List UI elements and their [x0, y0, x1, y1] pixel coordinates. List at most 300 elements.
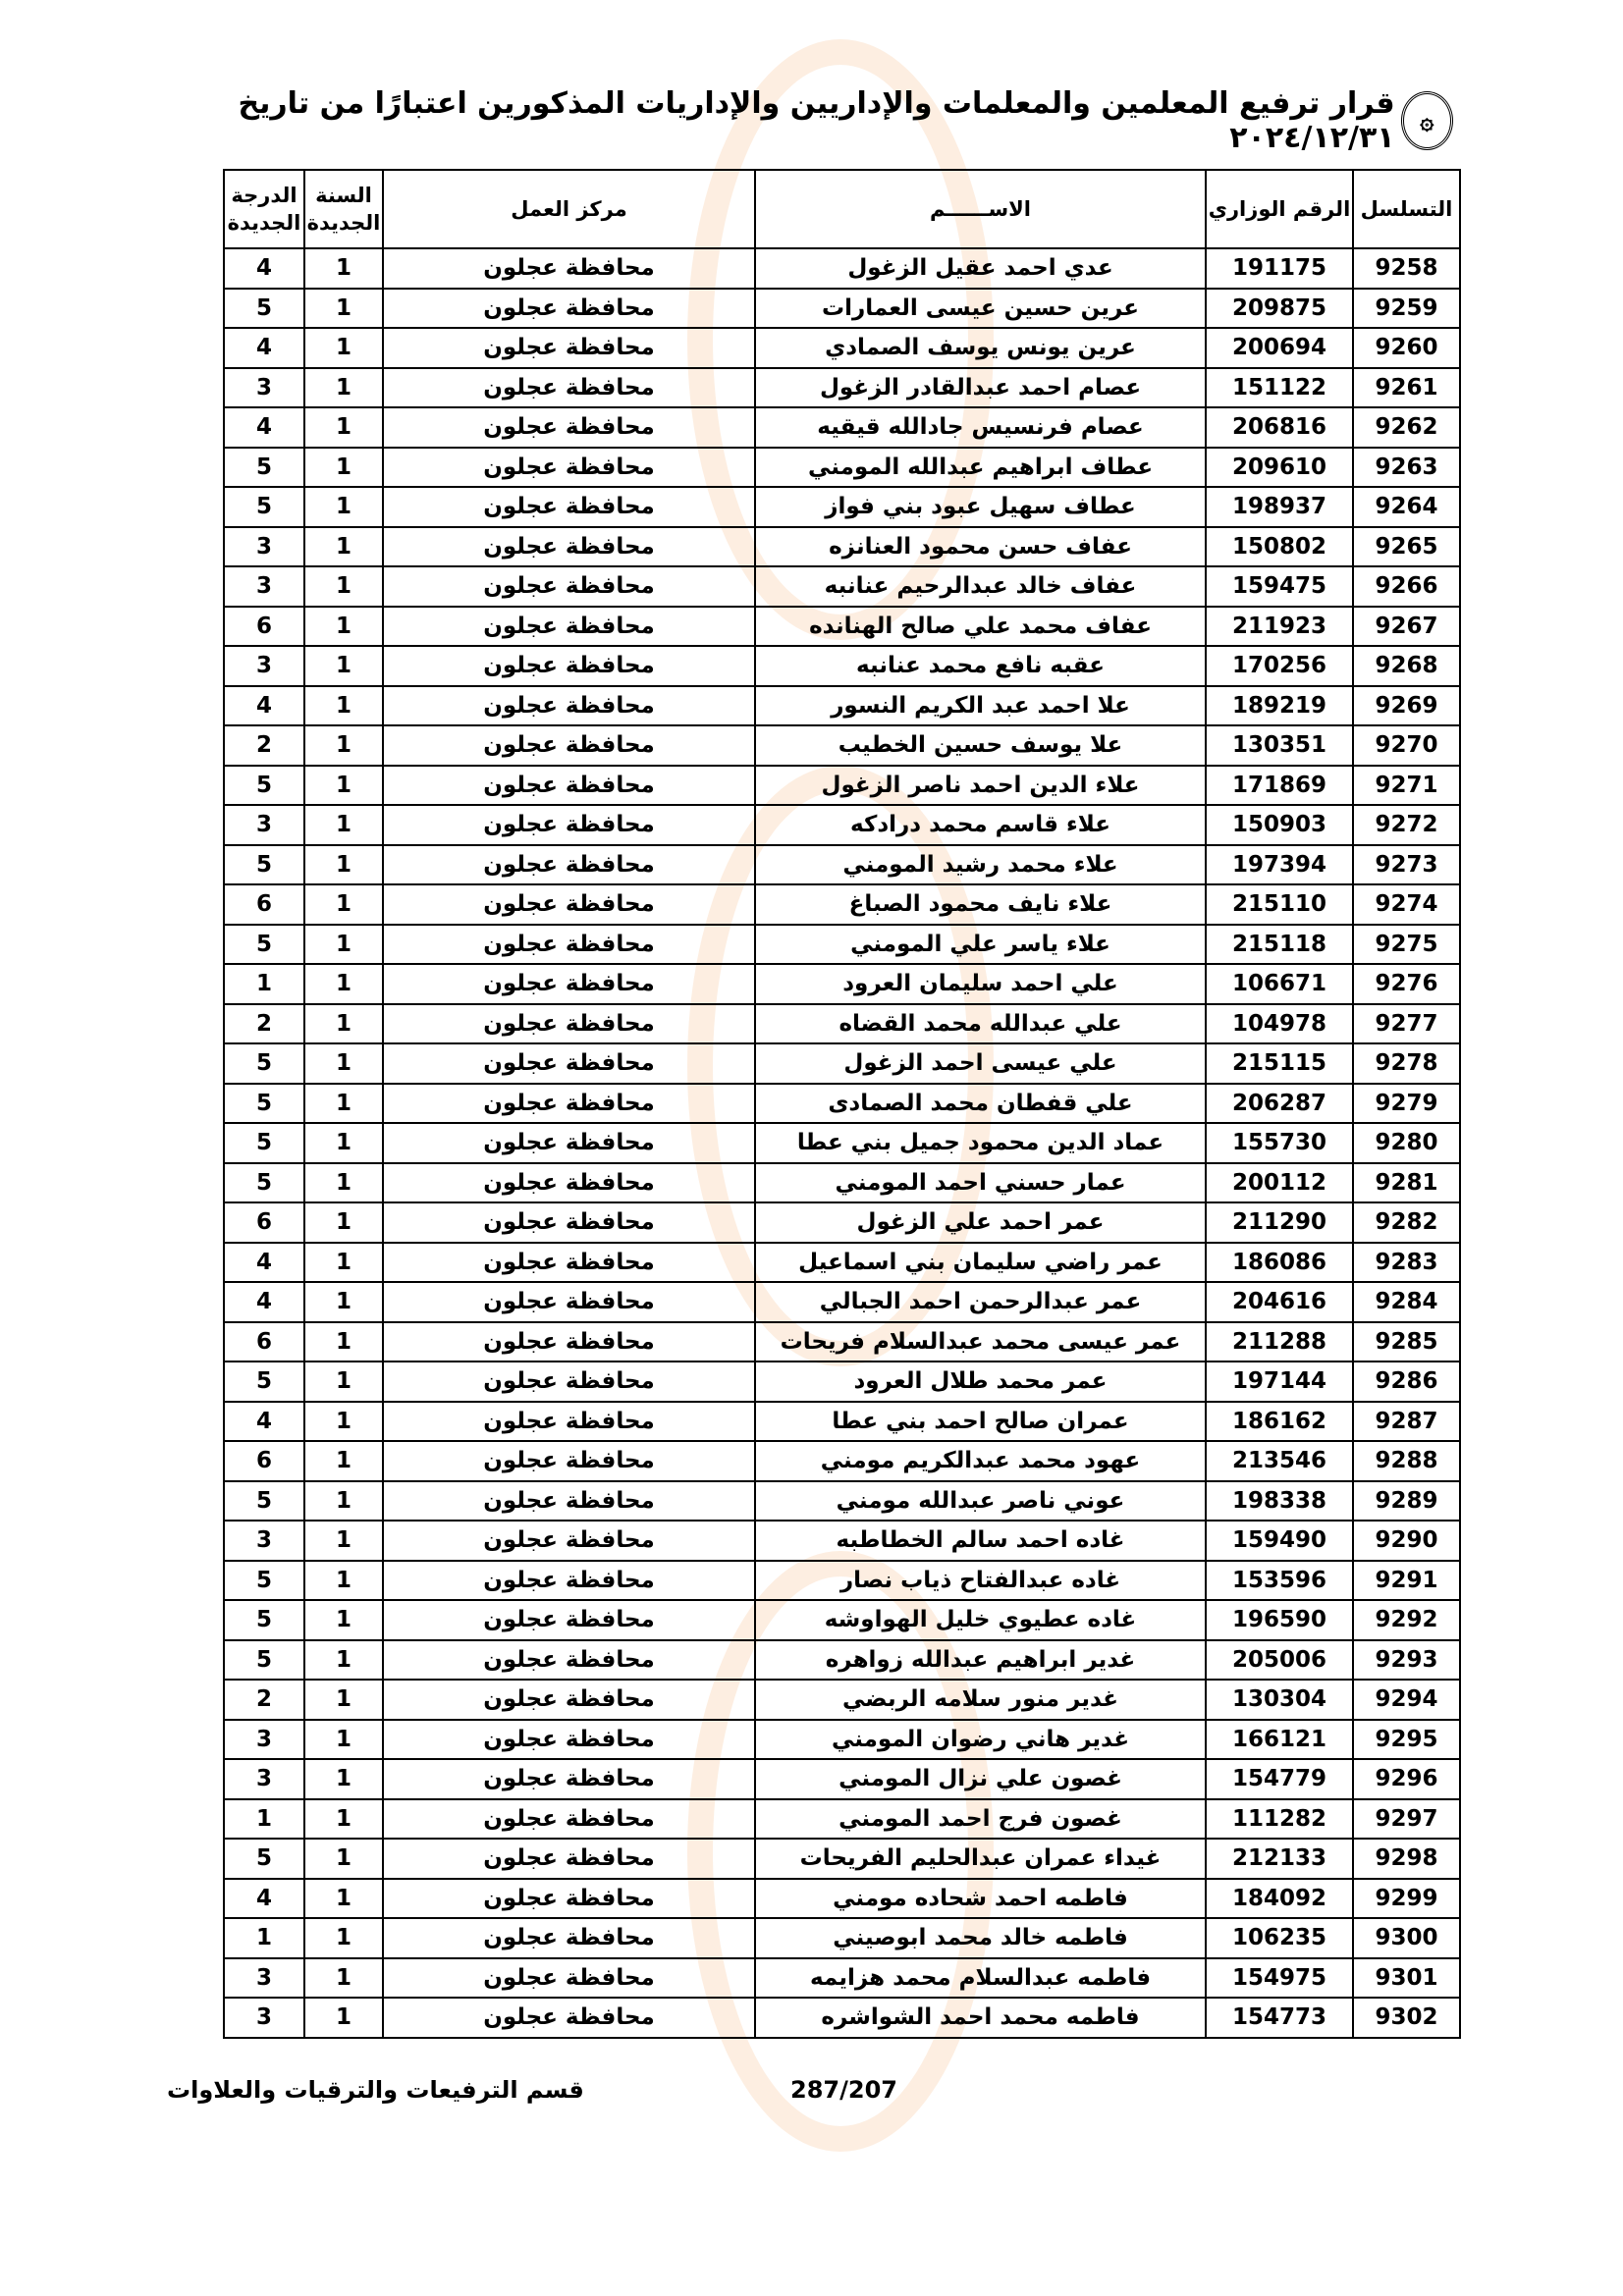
table-row: [224, 448, 1460, 488]
table-row: [224, 1720, 1460, 1760]
table-row: [224, 1402, 1460, 1442]
cell-new-grade: 1: [224, 1918, 304, 1958]
table-row: [224, 1441, 1460, 1481]
cell-ministry-id: 209875: [1206, 289, 1353, 329]
cell-work-center: محافظة عجلون: [383, 1759, 755, 1799]
cell-serial: 9284: [1353, 1282, 1460, 1322]
cell-ministry-id: 153596: [1206, 1561, 1353, 1601]
cell-name: عصام احمد عبدالقادر الزغول: [755, 368, 1206, 408]
promotions-table: [223, 169, 1461, 2039]
cell-ministry-id: 197394: [1206, 845, 1353, 885]
cell-new-grade: 6: [224, 884, 304, 925]
header-work-center: مركز العمل: [383, 170, 755, 248]
cell-new-grade: 5: [224, 1640, 304, 1681]
cell-name: عمر احمد علي الزغول: [755, 1202, 1206, 1243]
cell-new-year: 1: [304, 1839, 383, 1879]
cell-work-center: محافظة عجلون: [383, 448, 755, 488]
cell-ministry-id: 191175: [1206, 248, 1353, 289]
cell-work-center: محافظة عجلون: [383, 248, 755, 289]
cell-serial: 9300: [1353, 1918, 1460, 1958]
cell-work-center: محافظة عجلون: [383, 686, 755, 726]
cell-new-grade: 4: [224, 686, 304, 726]
cell-work-center: محافظة عجلون: [383, 1998, 755, 2038]
table-header-row: [224, 170, 1460, 248]
cell-serial: 9267: [1353, 607, 1460, 647]
table-row: [224, 1680, 1460, 1720]
cell-ministry-id: 130304: [1206, 1680, 1353, 1720]
cell-name: عدي احمد عقيل الزغول: [755, 248, 1206, 289]
cell-serial: 9269: [1353, 686, 1460, 726]
cell-new-year: 1: [304, 1322, 383, 1362]
cell-work-center: محافظة عجلون: [383, 725, 755, 766]
table-row: [224, 368, 1460, 408]
cell-new-year: 1: [304, 1163, 383, 1203]
cell-work-center: محافظة عجلون: [383, 1402, 755, 1442]
cell-name: غدير هاني رضوان المومني: [755, 1720, 1206, 1760]
cell-new-year: 1: [304, 1720, 383, 1760]
cell-new-year: 1: [304, 527, 383, 567]
cell-name: عمار حسني احمد المومني: [755, 1163, 1206, 1203]
cell-new-year: 1: [304, 1600, 383, 1640]
cell-name: غيداء عمران عبدالحليم الفريحات: [755, 1839, 1206, 1879]
cell-work-center: محافظة عجلون: [383, 1202, 755, 1243]
cell-new-year: 1: [304, 1879, 383, 1919]
document-title-bar: [226, 86, 1453, 155]
cell-serial: 9289: [1353, 1481, 1460, 1522]
cell-serial: 9281: [1353, 1163, 1460, 1203]
cell-new-year: 1: [304, 845, 383, 885]
table-row: [224, 289, 1460, 329]
cell-name: علاء قاسم محمد درادكه: [755, 805, 1206, 845]
cell-ministry-id: 215115: [1206, 1043, 1353, 1084]
table-row: [224, 1163, 1460, 1203]
cell-work-center: محافظة عجلون: [383, 766, 755, 806]
cell-new-year: 1: [304, 964, 383, 1004]
cell-name: عقبه نافع محمد عنانبه: [755, 646, 1206, 686]
cell-serial: 9282: [1353, 1202, 1460, 1243]
table-row: [224, 1084, 1460, 1124]
cell-new-grade: 2: [224, 1004, 304, 1044]
table-row: [224, 686, 1460, 726]
cell-new-grade: 5: [224, 1600, 304, 1640]
cell-work-center: محافظة عجلون: [383, 328, 755, 368]
cell-new-grade: 5: [224, 1123, 304, 1163]
cell-ministry-id: 206287: [1206, 1084, 1353, 1124]
cell-ministry-id: 106235: [1206, 1918, 1353, 1958]
cell-ministry-id: 166121: [1206, 1720, 1353, 1760]
cell-new-year: 1: [304, 1123, 383, 1163]
cell-serial: 9298: [1353, 1839, 1460, 1879]
cell-serial: 9290: [1353, 1521, 1460, 1561]
cell-work-center: محافظة عجلون: [383, 1243, 755, 1283]
cell-new-grade: 5: [224, 487, 304, 527]
cell-work-center: محافظة عجلون: [383, 1879, 755, 1919]
cell-new-year: 1: [304, 646, 383, 686]
cell-work-center: محافظة عجلون: [383, 964, 755, 1004]
cell-new-grade: 6: [224, 607, 304, 647]
cell-new-year: 1: [304, 289, 383, 329]
cell-serial: 9299: [1353, 1879, 1460, 1919]
cell-serial: 9293: [1353, 1640, 1460, 1681]
table-row: [224, 328, 1460, 368]
cell-new-grade: 4: [224, 1243, 304, 1283]
cell-ministry-id: 151122: [1206, 368, 1353, 408]
table-row: [224, 964, 1460, 1004]
cell-name: غصون فرج احمد المومني: [755, 1799, 1206, 1840]
table-row: [224, 1918, 1460, 1958]
cell-serial: 9285: [1353, 1322, 1460, 1362]
cell-name: علي عبدالله محمد القضاه: [755, 1004, 1206, 1044]
cell-new-grade: 6: [224, 1322, 304, 1362]
cell-new-year: 1: [304, 1799, 383, 1840]
cell-new-grade: 5: [224, 1043, 304, 1084]
table-row: [224, 1282, 1460, 1322]
cell-work-center: محافظة عجلون: [383, 607, 755, 647]
cell-work-center: محافظة عجلون: [383, 407, 755, 448]
cell-ministry-id: 215118: [1206, 925, 1353, 965]
cell-serial: 9295: [1353, 1720, 1460, 1760]
header-ministry-id: الرقم الوزاري: [1206, 170, 1353, 248]
cell-ministry-id: 211288: [1206, 1322, 1353, 1362]
cell-serial: 9259: [1353, 289, 1460, 329]
cell-ministry-id: 200694: [1206, 328, 1353, 368]
cell-new-grade: 5: [224, 766, 304, 806]
cell-serial: 9301: [1353, 1958, 1460, 1999]
cell-new-grade: 2: [224, 725, 304, 766]
cell-new-grade: 4: [224, 1282, 304, 1322]
cell-name: علا احمد عبد الكريم النسور: [755, 686, 1206, 726]
table-row: [224, 766, 1460, 806]
table-row: [224, 407, 1460, 448]
cell-new-year: 1: [304, 884, 383, 925]
cell-name: علي قفطان محمد الصمادى: [755, 1084, 1206, 1124]
cell-name: غصون علي نزال المومني: [755, 1759, 1206, 1799]
cell-ministry-id: 186162: [1206, 1402, 1353, 1442]
cell-serial: 9287: [1353, 1402, 1460, 1442]
table-row: [224, 1004, 1460, 1044]
table-row: [224, 1839, 1460, 1879]
cell-new-year: 1: [304, 487, 383, 527]
cell-work-center: محافظة عجلون: [383, 1362, 755, 1402]
cell-name: عطاف ابراهيم عبدالله المومني: [755, 448, 1206, 488]
cell-new-grade: 5: [224, 1481, 304, 1522]
cell-new-grade: 1: [224, 964, 304, 1004]
cell-serial: 9262: [1353, 407, 1460, 448]
cell-serial: 9283: [1353, 1243, 1460, 1283]
cell-new-year: 1: [304, 1362, 383, 1402]
cell-name: عرين حسين عيسى العمارات: [755, 289, 1206, 329]
cell-name: عهود محمد عبدالكريم مومني: [755, 1441, 1206, 1481]
cell-new-grade: 3: [224, 527, 304, 567]
table-row: [224, 1123, 1460, 1163]
cell-work-center: محافظة عجلون: [383, 1918, 755, 1958]
cell-name: عمر محمد طلال العرود: [755, 1362, 1206, 1402]
cell-serial: 9277: [1353, 1004, 1460, 1044]
page-number: 287/207: [790, 2076, 897, 2104]
cell-ministry-id: 159475: [1206, 566, 1353, 607]
cell-ministry-id: 171869: [1206, 766, 1353, 806]
cell-new-year: 1: [304, 407, 383, 448]
cell-ministry-id: 150802: [1206, 527, 1353, 567]
cell-work-center: محافظة عجلون: [383, 1799, 755, 1840]
cell-ministry-id: 186086: [1206, 1243, 1353, 1283]
cell-name: عمران صالح احمد بني عطا: [755, 1402, 1206, 1442]
cell-serial: 9268: [1353, 646, 1460, 686]
cell-name: عمر راضي سليمان بني اسماعيل: [755, 1243, 1206, 1283]
table-row: [224, 1202, 1460, 1243]
cell-name: فاطمه عبدالسلام محمد هزايمه: [755, 1958, 1206, 1999]
cell-serial: 9264: [1353, 487, 1460, 527]
cell-new-year: 1: [304, 1084, 383, 1124]
cell-serial: 9271: [1353, 766, 1460, 806]
table-row: [224, 1998, 1460, 2038]
cell-new-year: 1: [304, 1998, 383, 2038]
cell-work-center: محافظة عجلون: [383, 1521, 755, 1561]
cell-ministry-id: 111282: [1206, 1799, 1353, 1840]
cell-serial: 9288: [1353, 1441, 1460, 1481]
table-row: [224, 1322, 1460, 1362]
cell-ministry-id: 159490: [1206, 1521, 1353, 1561]
ministry-seal-icon: ۞: [1401, 91, 1453, 150]
cell-name: غاده عطيوي خليل الهواوشه: [755, 1600, 1206, 1640]
cell-new-year: 1: [304, 1282, 383, 1322]
cell-name: علا يوسف حسين الخطيب: [755, 725, 1206, 766]
cell-work-center: محافظة عجلون: [383, 368, 755, 408]
cell-ministry-id: 154779: [1206, 1759, 1353, 1799]
cell-new-grade: 3: [224, 566, 304, 607]
cell-new-grade: 5: [224, 1163, 304, 1203]
cell-new-year: 1: [304, 1441, 383, 1481]
table-row: [224, 925, 1460, 965]
cell-new-grade: 4: [224, 1402, 304, 1442]
cell-work-center: محافظة عجلون: [383, 1839, 755, 1879]
cell-new-year: 1: [304, 1402, 383, 1442]
cell-new-grade: 3: [224, 1759, 304, 1799]
table-row: [224, 1521, 1460, 1561]
table-row: [224, 1759, 1460, 1799]
cell-work-center: محافظة عجلون: [383, 805, 755, 845]
cell-new-year: 1: [304, 1481, 383, 1522]
cell-ministry-id: 198937: [1206, 487, 1353, 527]
cell-work-center: محافظة عجلون: [383, 1163, 755, 1203]
cell-new-year: 1: [304, 1680, 383, 1720]
department-name: قسم الترفيعات والترقيات والعلاوات: [167, 2076, 584, 2104]
cell-ministry-id: 154773: [1206, 1998, 1353, 2038]
cell-new-year: 1: [304, 1918, 383, 1958]
cell-ministry-id: 215110: [1206, 884, 1353, 925]
cell-serial: 9291: [1353, 1561, 1460, 1601]
cell-work-center: محافظة عجلون: [383, 1084, 755, 1124]
table-row: [224, 1043, 1460, 1084]
cell-new-year: 1: [304, 1640, 383, 1681]
cell-ministry-id: 154975: [1206, 1958, 1353, 1999]
header-new-year: السنة الجديدة: [304, 170, 383, 248]
cell-new-grade: 2: [224, 1680, 304, 1720]
cell-name: عمر عيسى محمد عبدالسلام فريحات: [755, 1322, 1206, 1362]
cell-new-grade: 3: [224, 1720, 304, 1760]
cell-new-grade: 5: [224, 845, 304, 885]
cell-work-center: محافظة عجلون: [383, 884, 755, 925]
header-name: الاســــــم: [755, 170, 1206, 248]
cell-work-center: محافظة عجلون: [383, 289, 755, 329]
cell-new-year: 1: [304, 1561, 383, 1601]
cell-name: عماد الدين محمود جميل بني عطا: [755, 1123, 1206, 1163]
cell-new-grade: 3: [224, 1998, 304, 2038]
table-row: [224, 805, 1460, 845]
cell-ministry-id: 184092: [1206, 1879, 1353, 1919]
cell-new-year: 1: [304, 368, 383, 408]
cell-name: فاطمه محمد احمد الشواشره: [755, 1998, 1206, 2038]
cell-ministry-id: 200112: [1206, 1163, 1353, 1203]
cell-work-center: محافظة عجلون: [383, 1600, 755, 1640]
table-row: [224, 1799, 1460, 1840]
table-row: [224, 1481, 1460, 1522]
cell-work-center: محافظة عجلون: [383, 925, 755, 965]
cell-new-year: 1: [304, 766, 383, 806]
cell-serial: 9275: [1353, 925, 1460, 965]
cell-serial: 9280: [1353, 1123, 1460, 1163]
cell-new-grade: 3: [224, 368, 304, 408]
table-row: [224, 1958, 1460, 1999]
table-row: [224, 1561, 1460, 1601]
cell-new-grade: 5: [224, 448, 304, 488]
cell-name: غاده عبدالفتاح ذياب نصار: [755, 1561, 1206, 1601]
document-title: قرار ترفيع المعلمين والمعلمات والإداريين والإداريات المذكورين اعتبارًا من تاريخ ٢٠٢٤/١٢/٣١: [238, 86, 1395, 155]
cell-new-grade: 5: [224, 289, 304, 329]
cell-name: عفاف خالد عبدالرحيم عنانبه: [755, 566, 1206, 607]
cell-name: غدير منور سلامه الربضي: [755, 1680, 1206, 1720]
cell-work-center: محافظة عجلون: [383, 1640, 755, 1681]
cell-new-year: 1: [304, 248, 383, 289]
cell-new-grade: 6: [224, 1202, 304, 1243]
cell-serial: 9286: [1353, 1362, 1460, 1402]
cell-ministry-id: 204616: [1206, 1282, 1353, 1322]
cell-name: غاده احمد سالم الخطاطبه: [755, 1521, 1206, 1561]
cell-new-year: 1: [304, 1004, 383, 1044]
cell-serial: 9273: [1353, 845, 1460, 885]
cell-ministry-id: 212133: [1206, 1839, 1353, 1879]
cell-new-year: 1: [304, 328, 383, 368]
cell-new-year: 1: [304, 925, 383, 965]
cell-new-grade: 6: [224, 1441, 304, 1481]
cell-ministry-id: 155730: [1206, 1123, 1353, 1163]
cell-serial: 9274: [1353, 884, 1460, 925]
cell-new-grade: 4: [224, 328, 304, 368]
cell-ministry-id: 170256: [1206, 646, 1353, 686]
cell-work-center: محافظة عجلون: [383, 1561, 755, 1601]
cell-new-grade: 4: [224, 1879, 304, 1919]
table-row: [224, 607, 1460, 647]
cell-name: فاطمه خالد محمد ابوصيني: [755, 1918, 1206, 1958]
cell-new-grade: 5: [224, 1561, 304, 1601]
header-new-grade: الدرجة الجديدة: [224, 170, 304, 248]
cell-ministry-id: 205006: [1206, 1640, 1353, 1681]
cell-work-center: محافظة عجلون: [383, 1481, 755, 1522]
cell-serial: 9272: [1353, 805, 1460, 845]
cell-ministry-id: 197144: [1206, 1362, 1353, 1402]
cell-name: علي احمد سليمان العرود: [755, 964, 1206, 1004]
cell-new-grade: 4: [224, 407, 304, 448]
cell-new-grade: 5: [224, 1084, 304, 1124]
cell-new-year: 1: [304, 686, 383, 726]
cell-new-grade: 4: [224, 248, 304, 289]
cell-ministry-id: 189219: [1206, 686, 1353, 726]
header-serial: التسلسل: [1353, 170, 1460, 248]
cell-serial: 9294: [1353, 1680, 1460, 1720]
cell-new-year: 1: [304, 805, 383, 845]
cell-ministry-id: 206816: [1206, 407, 1353, 448]
cell-serial: 9297: [1353, 1799, 1460, 1840]
cell-name: علاء الدين احمد ناصر الزغول: [755, 766, 1206, 806]
cell-work-center: محافظة عجلون: [383, 1958, 755, 1999]
cell-new-year: 1: [304, 448, 383, 488]
cell-new-year: 1: [304, 1759, 383, 1799]
cell-work-center: محافظة عجلون: [383, 1004, 755, 1044]
cell-ministry-id: 211923: [1206, 607, 1353, 647]
cell-serial: 9292: [1353, 1600, 1460, 1640]
cell-work-center: محافظة عجلون: [383, 487, 755, 527]
cell-new-grade: 5: [224, 1362, 304, 1402]
cell-new-year: 1: [304, 1521, 383, 1561]
cell-new-year: 1: [304, 607, 383, 647]
cell-serial: 9270: [1353, 725, 1460, 766]
cell-ministry-id: 209610: [1206, 448, 1353, 488]
table-row: [224, 1600, 1460, 1640]
table-row: [224, 1243, 1460, 1283]
cell-new-year: 1: [304, 566, 383, 607]
cell-new-grade: 1: [224, 1799, 304, 1840]
cell-ministry-id: 198338: [1206, 1481, 1353, 1522]
table-row: [224, 248, 1460, 289]
cell-work-center: محافظة عجلون: [383, 1282, 755, 1322]
table-row: [224, 487, 1460, 527]
cell-name: عمر عبدالرحمن احمد الجبالي: [755, 1282, 1206, 1322]
table-row: [224, 845, 1460, 885]
cell-work-center: محافظة عجلون: [383, 1680, 755, 1720]
cell-name: علاء ياسر علي المومني: [755, 925, 1206, 965]
cell-work-center: محافظة عجلون: [383, 845, 755, 885]
cell-ministry-id: 106671: [1206, 964, 1353, 1004]
cell-work-center: محافظة عجلون: [383, 566, 755, 607]
cell-serial: 9260: [1353, 328, 1460, 368]
cell-new-year: 1: [304, 725, 383, 766]
cell-serial: 9265: [1353, 527, 1460, 567]
table-row: [224, 646, 1460, 686]
table-row: [224, 566, 1460, 607]
cell-name: عفاف حسن محمود العنانزه: [755, 527, 1206, 567]
cell-work-center: محافظة عجلون: [383, 1123, 755, 1163]
cell-work-center: محافظة عجلون: [383, 1720, 755, 1760]
cell-name: عصام فرنسيس جادالله قيقيه: [755, 407, 1206, 448]
cell-serial: 9261: [1353, 368, 1460, 408]
cell-new-grade: 3: [224, 1958, 304, 1999]
cell-ministry-id: 211290: [1206, 1202, 1353, 1243]
cell-serial: 9263: [1353, 448, 1460, 488]
table-row: [224, 1879, 1460, 1919]
cell-new-year: 1: [304, 1958, 383, 1999]
table-row: [224, 725, 1460, 766]
cell-ministry-id: 196590: [1206, 1600, 1353, 1640]
cell-new-grade: 5: [224, 925, 304, 965]
cell-serial: 9276: [1353, 964, 1460, 1004]
table-row: [224, 1362, 1460, 1402]
cell-name: غدير ابراهيم عبدالله زواهره: [755, 1640, 1206, 1681]
cell-work-center: محافظة عجلون: [383, 1322, 755, 1362]
cell-serial: 9278: [1353, 1043, 1460, 1084]
cell-new-year: 1: [304, 1243, 383, 1283]
cell-name: عطاف سهيل عبود بني فواز: [755, 487, 1206, 527]
cell-ministry-id: 130351: [1206, 725, 1353, 766]
